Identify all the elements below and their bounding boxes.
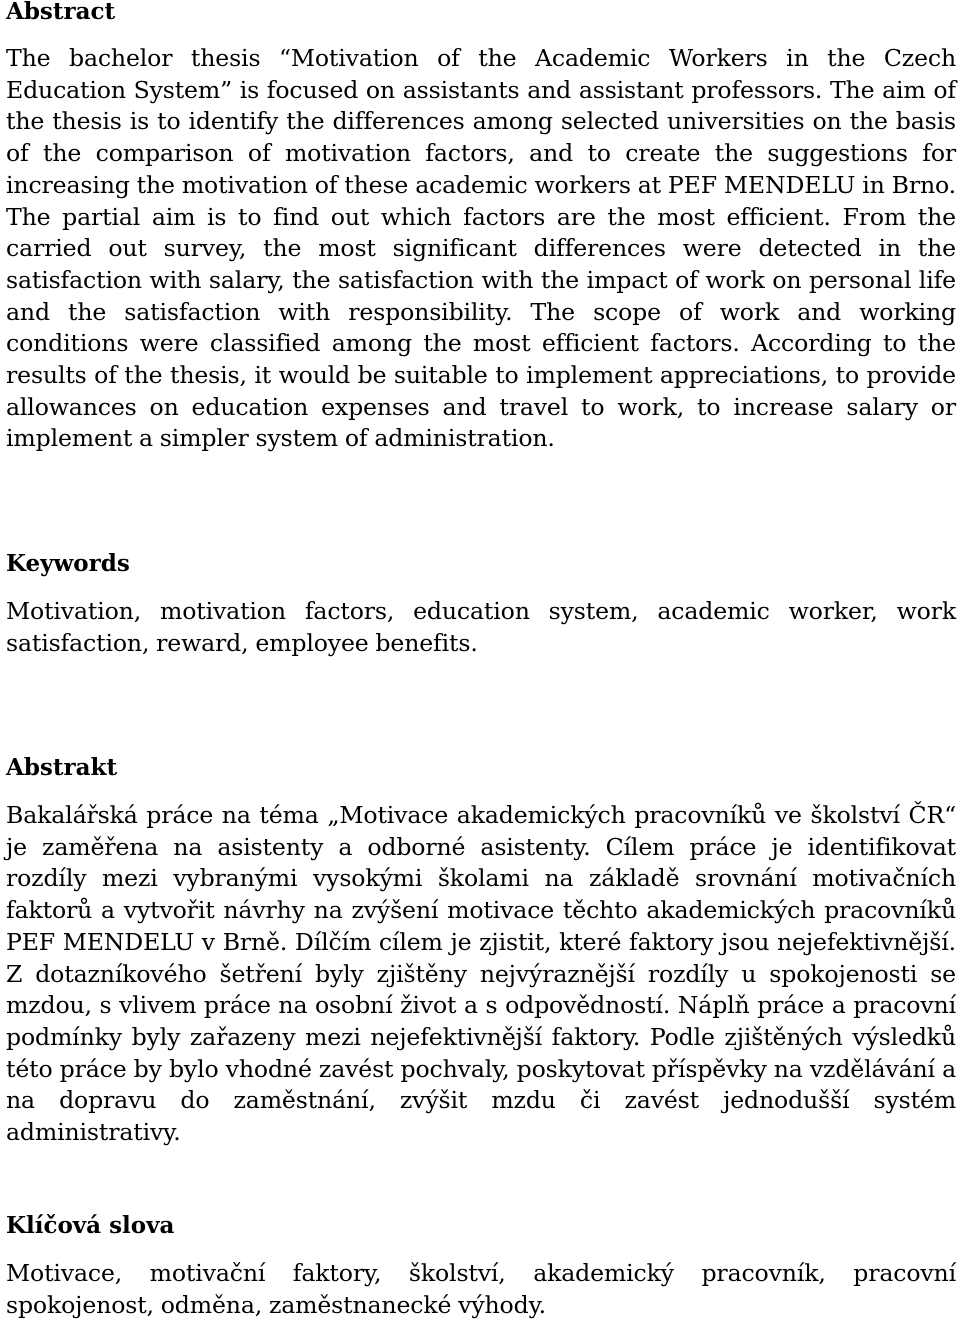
abstract-heading: Abstract: [6, 0, 116, 25]
abstrakt-body: Bakalářská práce na téma „Motivace akademických pracovníků ve školství ČR“ je zaměřena na asistenty a odborné asistenty. Cílem práce je identifikovat rozdíly mezi vybranými vysokými školami na základě srovnání motivačních faktorů a vytvořit návrhy na zvýšení motivace těchto akademických pracovníků PEF MENDELU v Brně. Dílčím cílem je zjistit, které faktory jsou nejefektivnější. Z dotazníkového šetření byly zjištěny nejvýraznější rozdíly u spokojenosti se mzdou, s vlivem práce na osobní život a s odpovědností. Náplň práce a pracovní podmínky byly zařazeny mezi nejefektivnější faktory. Podle zjištěných výsledků této práce by bylo vhodné zavést pochvaly, poskytovat příspěvky na vzdělávání a na dopravu do zaměstnání, zvýšit mzdu či zavést jednodušší systém administrativy.: [6, 801, 956, 1147]
keywords-body: Motivation, motivation factors, education system, academic worker, work satisfaction, reward, employee benefits.: [6, 597, 956, 657]
keywords-heading: Keywords: [6, 550, 130, 577]
klicova-slova-heading: Klíčová slova: [6, 1212, 175, 1239]
abstrakt-heading: Abstrakt: [6, 754, 118, 781]
abstract-body: The bachelor thesis “Motivation of the Academic Workers in the Czech Education System” is focused on assistants and assistant professors. The aim of the thesis is to identify the differences among selected universities on the basis of the comparison of motivation factors, and to create the suggestions for increasing the motivation of these academic workers at PEF MENDELU in Brno. The partial aim is to find out which factors are the most efficient. From the carried out survey, the most significant differences were detected in the satisfaction with salary, the satisfaction with the impact of work on personal life and the satisfaction with responsibility. The scope of work and working conditions were classified among the most efficient factors. According to the results of the thesis, it would be suitable to implement appreciations, to provide allowances on education expenses and travel to work, to increase salary or implement a simpler system of administration.: [6, 44, 956, 453]
klicova-slova-body: Motivace, motivační faktory, školství, akademický pracovník, pracovní spokojenost, odměna, zaměstnanecké výhody.: [6, 1259, 956, 1319]
